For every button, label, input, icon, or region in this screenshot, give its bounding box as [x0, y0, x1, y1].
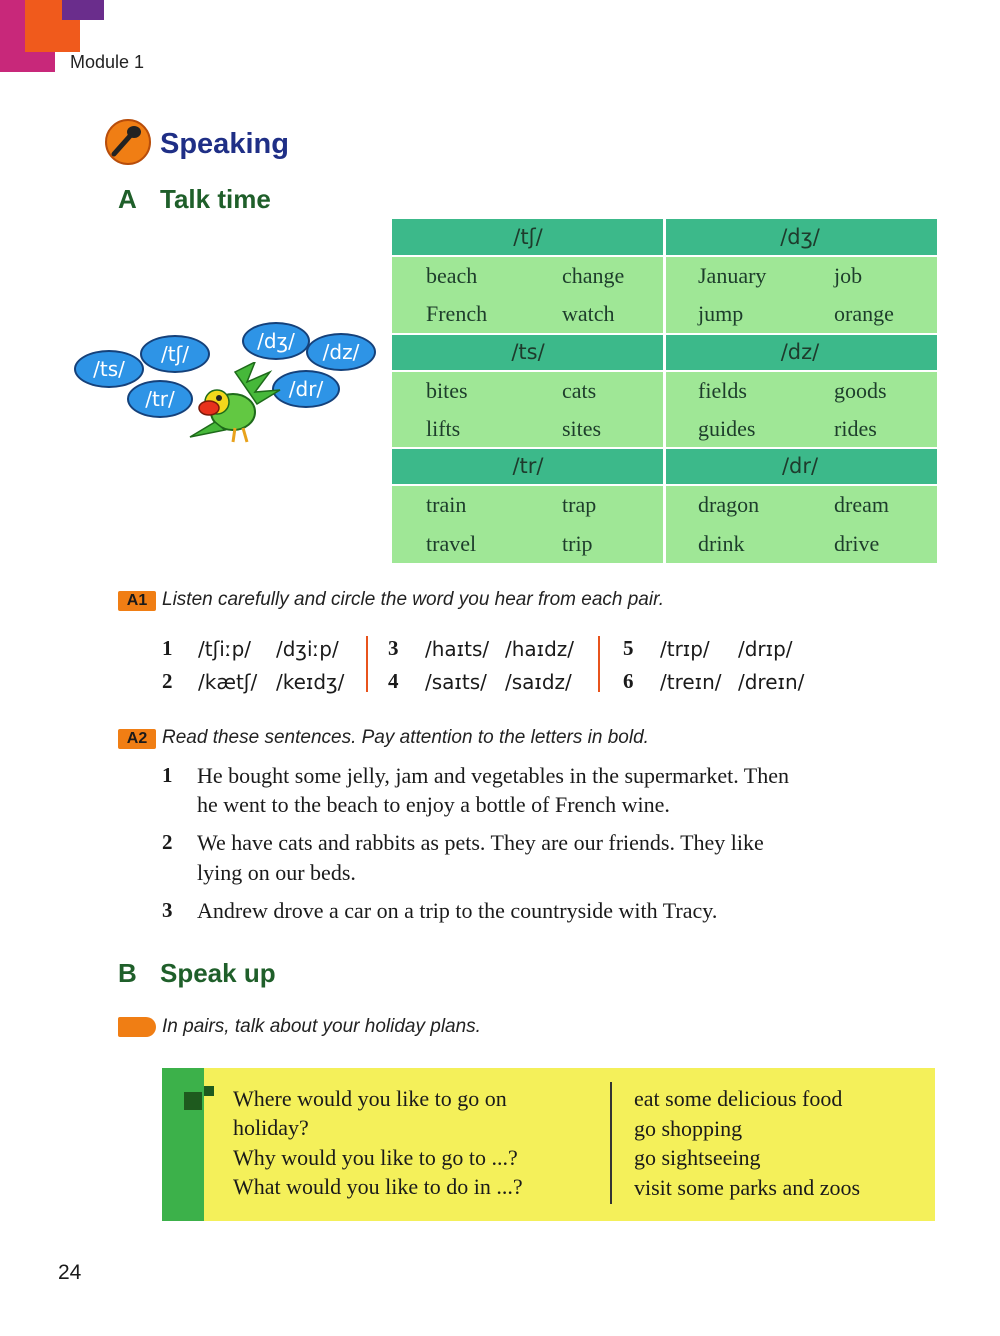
- sound-label: /tʃ/: [513, 225, 543, 249]
- sentence-line: he went to the beach to enjoy a bottle of French wine.: [197, 792, 670, 817]
- activity-line: go shopping: [634, 1116, 743, 1141]
- word: trap: [562, 492, 597, 517]
- sound-label: /ts/: [511, 340, 545, 364]
- word: fields: [698, 378, 747, 403]
- box-divider: [610, 1082, 612, 1204]
- pair-number: 3: [388, 636, 399, 660]
- sound-label: /dz/: [780, 340, 820, 364]
- pair-option-b: /dreɪn/: [738, 670, 805, 694]
- sentence-line: Andrew drove a car on a trip to the countryside with Tracy.: [197, 898, 718, 923]
- word: guides: [698, 416, 756, 441]
- sound-label: /dʒ/: [780, 225, 820, 249]
- sentence-line: lying on our beds.: [197, 860, 356, 885]
- pair-option-a: /treɪn/: [660, 670, 722, 694]
- word: job: [834, 263, 863, 288]
- pair-option-a: /saɪts/: [425, 670, 487, 694]
- word: French: [426, 301, 488, 326]
- sound-label: /tr/: [512, 454, 544, 478]
- bubble-tsh: /tʃ/: [140, 335, 210, 373]
- pair-number: 4: [388, 669, 399, 693]
- word: dragon: [698, 492, 760, 517]
- word: sites: [562, 416, 602, 441]
- word: cats: [562, 378, 597, 403]
- speaking-title: Speaking: [160, 128, 289, 160]
- corner-block-purple: [62, 0, 104, 20]
- module-label: Module 1: [70, 52, 145, 72]
- pair-option-a: /tʃiːp/: [198, 637, 252, 661]
- word: lifts: [426, 416, 461, 441]
- parrot-illustration: [185, 362, 285, 444]
- sound-label: /dr/: [781, 454, 819, 478]
- activity-line: go sightseeing: [634, 1145, 761, 1170]
- bubble-ts: /ts/: [74, 350, 144, 388]
- pair-option-a: /haɪts/: [425, 637, 490, 661]
- word: beach: [426, 263, 478, 288]
- question-line: holiday?: [233, 1115, 309, 1140]
- page-number: 24: [58, 1261, 82, 1284]
- phonics-table: [392, 219, 937, 563]
- word: change: [562, 263, 625, 288]
- a1-badge: A1: [118, 591, 156, 611]
- bubble-dzh: /dʒ/: [242, 322, 310, 360]
- pair-option-b: /saɪdz/: [505, 670, 572, 694]
- word: rides: [834, 416, 877, 441]
- square-decor-icon: [184, 1086, 214, 1110]
- pair-number: 5: [623, 636, 634, 660]
- pair-number: 6: [623, 669, 634, 693]
- section-b-letter: B: [118, 958, 137, 988]
- word: watch: [562, 301, 615, 326]
- sentence-number: 2: [162, 830, 173, 854]
- pair-option-b: /keɪdʒ/: [276, 670, 345, 694]
- microphone-icon: [102, 118, 154, 166]
- a1-instruction: Listen carefully and circle the word you hear from each pair.: [162, 589, 664, 610]
- word: jump: [698, 301, 744, 326]
- pair-option-b: /haɪdz/: [505, 637, 575, 661]
- word: trip: [562, 531, 593, 556]
- speak-up-instruction: In pairs, talk about your holiday plans.: [162, 1016, 481, 1037]
- bubble-dr: /dr/: [272, 370, 340, 408]
- speak-up-box: [162, 1068, 935, 1221]
- question-line: Where would you like to go on: [233, 1086, 507, 1111]
- word: orange: [834, 301, 894, 326]
- word: January: [698, 263, 767, 288]
- orange-tab-icon: [118, 1017, 156, 1037]
- pair-option-a: /kætʃ/: [198, 670, 258, 694]
- pair-separator: [366, 636, 368, 692]
- word: bites: [426, 378, 468, 403]
- bubble-tr: /tr/: [127, 380, 193, 418]
- word: goods: [834, 378, 887, 403]
- sentence-number: 1: [162, 763, 173, 787]
- a2-badge: A2: [118, 729, 156, 749]
- a2-instruction: Read these sentences. Pay attention to the letters in bold.: [162, 727, 649, 748]
- pair-option-b: /drɪp/: [738, 637, 793, 661]
- bubble-dz: /dz/: [306, 333, 376, 371]
- sentence-line: We have cats and rabbits as pets. They are our friends. They like: [197, 830, 764, 855]
- pair-number: 2: [162, 669, 173, 693]
- pair-number: 1: [162, 636, 173, 660]
- word: drive: [834, 531, 880, 556]
- pair-option-a: /trɪp/: [660, 637, 710, 661]
- pair-separator: [598, 636, 600, 692]
- word: dream: [834, 492, 889, 517]
- sentence-number: 3: [162, 898, 173, 922]
- question-line: What would you like to do in ...?: [233, 1174, 523, 1199]
- activity-line: eat some delicious food: [634, 1086, 843, 1111]
- question-line: Why would you like to go to ...?: [233, 1145, 518, 1170]
- word: train: [426, 492, 467, 517]
- word: drink: [698, 531, 745, 556]
- pair-option-b: /dʒiːp/: [276, 637, 339, 661]
- section-a-title: Talk time: [160, 184, 271, 214]
- section-b-title: Speak up: [160, 958, 276, 988]
- section-a-letter: A: [118, 184, 137, 214]
- sentence-line: He bought some jelly, jam and vegetables in the supermarket. Then: [197, 763, 790, 788]
- word: travel: [426, 531, 477, 556]
- activity-line: visit some parks and zoos: [634, 1175, 861, 1200]
